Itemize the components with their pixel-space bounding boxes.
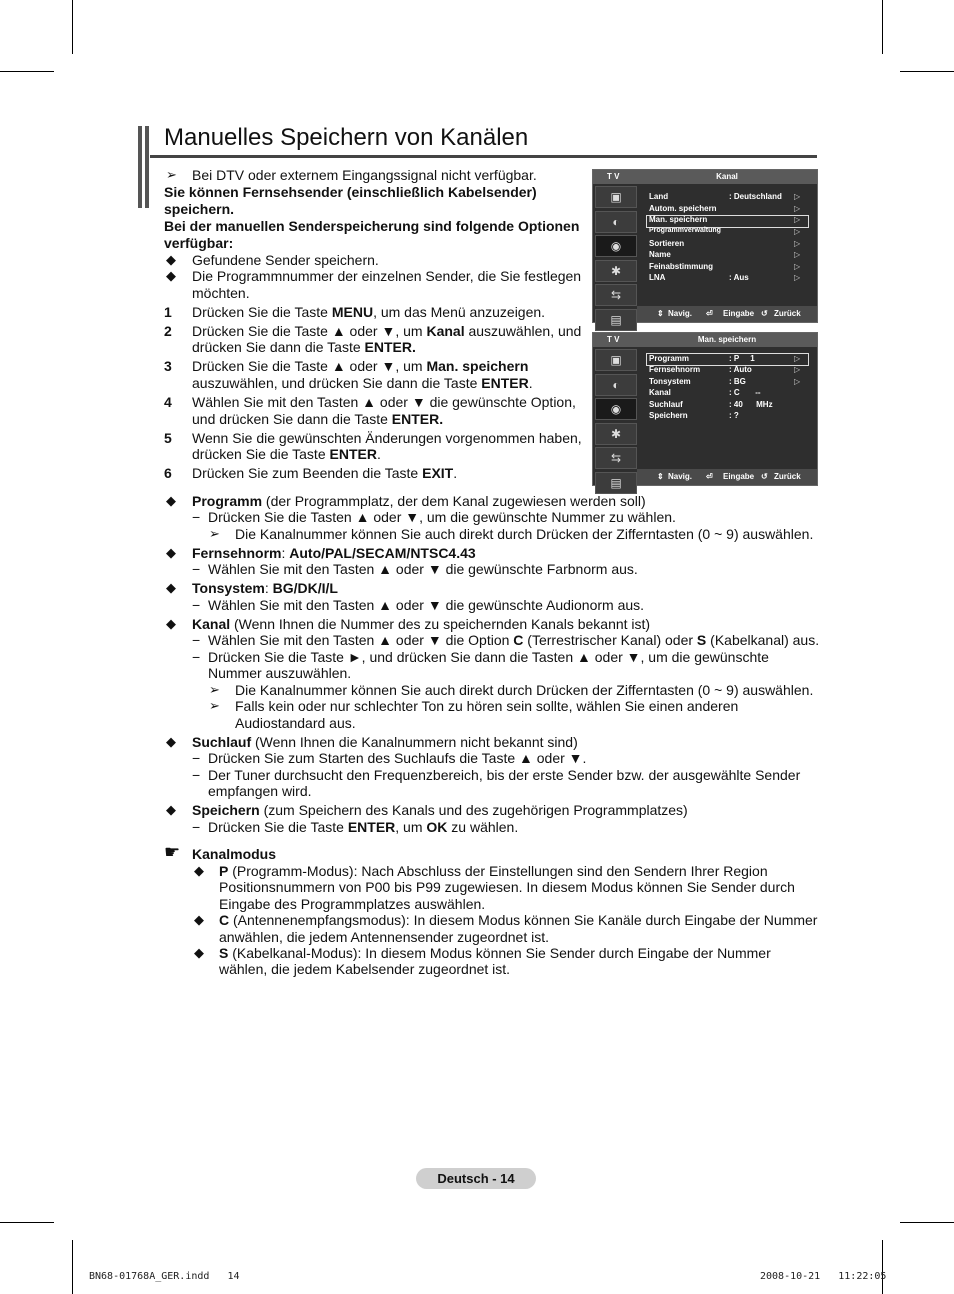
dash-marker: − xyxy=(192,750,201,766)
digital-icon: ▤ xyxy=(595,472,637,494)
tv-menu-item: Programm xyxy=(649,354,690,363)
step-text: Drücken Sie zum Beenden die Taste EXIT. xyxy=(192,465,458,481)
tv-menu-item: Tonsystem xyxy=(649,377,691,386)
right-triangle-icon: ▷ xyxy=(794,354,801,363)
tv-menu-man-speichern xyxy=(592,332,818,490)
tv-menu-value: : C -- xyxy=(729,388,761,397)
right-triangle-icon: ▷ xyxy=(794,227,801,236)
tv-menu-title: Kanal xyxy=(716,172,738,181)
dash-marker: − xyxy=(192,561,201,577)
step-text: Drücken Sie die Taste MENU, um das Menü anzuzeigen. xyxy=(192,304,546,320)
step-text: Drücken Sie die Taste ▲ oder ▼, um Man. speichern xyxy=(192,358,529,374)
bullet-diamond-icon: ◆ xyxy=(166,616,176,631)
option-desc: Wählen Sie mit den Tasten ▲ oder ▼ die Option C (Terrestrischer Kanal) oder S (Kabelkanal) aus. xyxy=(208,632,820,648)
return-icon: ↺ xyxy=(761,309,768,318)
option-suchlauf: Suchlauf (Wenn Ihnen die Kanalnummern nicht bekannt sind) xyxy=(192,734,578,750)
option-desc: Drücken Sie die Tasten ▲ oder ▼, um die gewünschte Nummer zu wählen. xyxy=(208,509,676,525)
title-accent-bar xyxy=(145,126,149,208)
option-fernsehnorm: Fernsehnorm: Auto/PAL/SECAM/NTSC4.43 xyxy=(192,545,476,561)
tv-menu-item: Fernsehnorm xyxy=(649,365,701,374)
right-triangle-icon: ▷ xyxy=(794,377,801,386)
tv-menu-sidebar xyxy=(595,186,637,334)
kanalmodus-p: P (Programm-Modus): Nach Abschluss der Einstellungen sind den Sendern Ihrer Region xyxy=(219,863,768,879)
tv-menu-item: Autom. speichern xyxy=(649,204,717,213)
step-number: 6 xyxy=(164,465,172,481)
intro-bullet-2: Die Programmnummer der einzelnen Sender, die Sie festlegen möchten. xyxy=(192,268,582,301)
kanalmodus-p: Positionsnummern von P00 bis P99 zugewiesen. In diesem Modus können Sie Sender durch xyxy=(219,879,795,895)
bullet-diamond-icon: ◆ xyxy=(194,912,204,927)
tv-label: T V xyxy=(607,335,620,344)
tv-menu-item: Suchlauf xyxy=(649,400,683,409)
kanalmodus-c: C (Antennenempfangsmodus): In diesem Modus können Sie Kanäle durch Eingabe der Nummer xyxy=(219,912,818,928)
tv-menu-item: Feinabstimmung xyxy=(649,262,714,271)
dash-marker: − xyxy=(192,632,201,648)
dash-marker: − xyxy=(192,819,201,835)
right-triangle-icon: ▷ xyxy=(794,365,801,374)
tv-menu-title: Man. speichern xyxy=(697,335,757,344)
step-number: 5 xyxy=(164,430,172,446)
option-desc: Der Tuner durchsucht den Frequenzbereich, bis der erste Sender bzw. der ausgewählte Sender xyxy=(208,767,801,783)
right-triangle-icon: ▷ xyxy=(794,250,801,259)
bullet-diamond-icon: ◆ xyxy=(166,493,176,508)
picture-icon: ▣ xyxy=(595,349,637,371)
kanalmodus-s: wählen, die jedem Kabelsender zugeordnet ist. xyxy=(219,961,511,977)
enter-icon: ⏎ xyxy=(706,309,713,318)
picture-icon: ▣ xyxy=(595,186,637,208)
channel-icon: ◉ xyxy=(595,235,637,257)
sound-icon: ◐ xyxy=(595,374,637,396)
setup-icon: ✱ xyxy=(595,423,637,445)
pointing-hand-icon: ☛ xyxy=(164,842,181,862)
input-icon: ⇆ xyxy=(595,284,637,306)
crop-mark xyxy=(72,0,73,54)
option-speichern: Speichern (zum Speichern des Kanals und des zugehörigen Programmplatzes) xyxy=(192,802,688,818)
sound-icon: ◐ xyxy=(595,211,637,233)
intro-bold-2: Bei der manuellen Senderspeicherung sind folgende Optionen verfügbar: xyxy=(164,218,580,251)
dash-marker: − xyxy=(192,649,201,665)
option-desc: Nummer auszuwählen. xyxy=(208,665,352,681)
step-text: Drücken Sie die Taste ▲ oder ▼, um Kanal auszuwählen, und xyxy=(192,323,582,339)
bullet-diamond-icon: ◆ xyxy=(194,945,204,960)
bullet-diamond-icon: ◆ xyxy=(166,268,176,283)
updown-icon: ⇕ xyxy=(657,309,664,318)
bullet-diamond-icon: ◆ xyxy=(166,252,176,267)
tv-menu-sidebar xyxy=(595,349,637,497)
bullet-diamond-icon: ◆ xyxy=(166,545,176,560)
option-programm: Programm (der Programmplatz, der dem Kanal zugewiesen werden soll) xyxy=(192,493,646,509)
right-triangle-icon: ▷ xyxy=(794,239,801,248)
tv-menu-item: LNA xyxy=(649,273,666,282)
title-rule xyxy=(150,155,817,158)
intro-bullet-1: Gefundene Sender speichern. xyxy=(192,252,379,268)
option-desc: Drücken Sie die Taste ENTER, um OK zu wählen. xyxy=(208,819,519,835)
tv-menu-value: : 40 MHz xyxy=(729,400,773,409)
tv-menu-item: Speichern xyxy=(649,411,688,420)
crop-mark xyxy=(882,1240,883,1294)
step-number: 3 xyxy=(164,358,172,374)
tv-menu-header xyxy=(593,333,817,347)
step-number: 4 xyxy=(164,394,172,410)
right-triangle-icon: ▷ xyxy=(794,262,801,271)
option-note: Falls kein oder nur schlechter Ton zu hören sein sollte, wählen Sie einen anderen xyxy=(235,698,739,714)
option-tonsystem: Tonsystem: BG/DK/I/L xyxy=(192,580,338,596)
right-triangle-icon: ▷ xyxy=(794,215,801,224)
tv-menu-item: Sortieren xyxy=(649,239,685,248)
bullet-diamond-icon: ◆ xyxy=(166,580,176,595)
tv-menu-header xyxy=(593,170,817,184)
footer-enter-label: Eingabe xyxy=(723,472,755,481)
tv-menu-value: : Auto xyxy=(729,365,752,374)
step-text: Wählen Sie mit den Tasten ▲ oder ▼ die gewünschte Option, xyxy=(192,394,576,410)
crop-mark xyxy=(0,1222,54,1223)
option-desc: Drücken Sie zum Starten des Suchlaufs die Taste ▲ oder ▼. xyxy=(208,750,587,766)
kanalmodus-s: S (Kabelkanal-Modus): In diesem Modus können Sie Sender durch Eingabe der Nummer xyxy=(219,945,771,961)
tv-label: T V xyxy=(607,172,620,181)
option-note: Audiostandard aus. xyxy=(235,715,356,731)
page-title: Manuelles Speichern von Kanälen xyxy=(164,124,529,151)
note-arrow-icon: ➢ xyxy=(209,698,220,713)
bullet-diamond-icon: ◆ xyxy=(194,863,204,878)
tv-menu-kanal xyxy=(592,169,818,327)
channel-icon: ◉ xyxy=(595,398,637,420)
crop-mark xyxy=(0,71,54,72)
return-icon: ↺ xyxy=(761,472,768,481)
crop-mark xyxy=(72,1240,73,1294)
note-arrow-icon: ➢ xyxy=(209,526,220,541)
crop-mark xyxy=(900,1222,954,1223)
step-text: Wenn Sie die gewünschten Änderungen vorgenommen haben, xyxy=(192,430,582,446)
tv-menu-item: Programmverwaltung xyxy=(649,227,721,234)
dash-marker: − xyxy=(192,509,201,525)
kanalmodus-title: Kanalmodus xyxy=(192,846,277,862)
tv-menu-value: : Aus xyxy=(729,273,749,282)
note-arrow-icon: ➢ xyxy=(166,167,177,182)
footer-nav-label: Navig. xyxy=(668,309,693,318)
option-desc: Wählen Sie mit den Tasten ▲ oder ▼ die gewünschte Farbnorm aus. xyxy=(208,561,638,577)
tv-menu-value: : ? xyxy=(729,411,739,420)
enter-icon: ⏎ xyxy=(706,472,713,481)
title-accent-bar xyxy=(138,126,142,208)
bullet-diamond-icon: ◆ xyxy=(166,802,176,817)
option-kanal: Kanal (Wenn Ihnen die Nummer des zu speichernden Kanals bekannt ist) xyxy=(192,616,651,632)
right-triangle-icon: ▷ xyxy=(794,204,801,213)
crop-mark xyxy=(900,71,954,72)
step-text: drücken Sie die Taste ENTER. xyxy=(192,446,381,462)
updown-icon: ⇕ xyxy=(657,472,664,481)
option-note: Die Kanalnummer können Sie auch direkt durch Drücken der Zifferntasten (0 ~ 9) auswählen. xyxy=(235,526,814,542)
tv-menu-value: : P 1 xyxy=(729,354,755,363)
tv-menu-item: Land xyxy=(649,192,669,201)
option-desc: Wählen Sie mit den Tasten ▲ oder ▼ die gewünschte Audionorm aus. xyxy=(208,597,645,613)
tv-menu-item: Name xyxy=(649,250,671,259)
tv-menu-item: Man. speichern xyxy=(649,215,708,224)
option-note: Die Kanalnummer können Sie auch direkt durch Drücken der Zifferntasten (0 ~ 9) auswählen. xyxy=(235,682,814,698)
footer-enter-label: Eingabe xyxy=(723,309,755,318)
tv-menu-value: : Deutschland xyxy=(729,192,782,201)
option-desc: Drücken Sie die Taste ►, und drücken Sie dann die Tasten ▲ oder ▼, um die gewünschte xyxy=(208,649,769,665)
option-desc: empfangen wird. xyxy=(208,783,312,799)
note-arrow-icon: ➢ xyxy=(209,682,220,697)
kanalmodus-c: anwählen, die jedem Antennensender zugeordnet ist. xyxy=(219,929,550,945)
intro-bold-1: Sie können Fernsehsender (einschließlich Kabelsender) speichern. xyxy=(164,184,537,217)
tv-menu-footer xyxy=(637,306,817,322)
right-triangle-icon: ▷ xyxy=(794,192,801,201)
footer-back-label: Zurück xyxy=(774,309,801,318)
tv-menu-value: : BG xyxy=(729,377,746,386)
page-number: Deutsch - 14 xyxy=(416,1168,536,1189)
kanalmodus-p: Eingabe des Programmplatzes auswählen. xyxy=(219,896,486,912)
footer-date: 2008-10-21 11:22:05 xyxy=(760,1271,887,1282)
input-icon: ⇆ xyxy=(595,447,637,469)
footer-file: BN68-01768A_GER.indd 14 xyxy=(89,1271,240,1282)
step-number: 2 xyxy=(164,323,172,339)
step-text: drücken Sie dann die Taste ENTER. xyxy=(192,339,416,355)
setup-icon: ✱ xyxy=(595,260,637,282)
bullet-diamond-icon: ◆ xyxy=(166,734,176,749)
digital-icon: ▤ xyxy=(595,309,637,331)
footer-nav-label: Navig. xyxy=(668,472,693,481)
crop-mark xyxy=(882,0,883,54)
tv-menu-item: Kanal xyxy=(649,388,671,397)
dash-marker: − xyxy=(192,767,201,783)
step-number: 1 xyxy=(164,304,172,320)
step-text: auszuwählen, und drücken Sie dann die Taste ENTER. xyxy=(192,375,533,391)
footer-back-label: Zurück xyxy=(774,472,801,481)
intro-note: Bei DTV oder externem Eingangssignal nicht verfügbar. xyxy=(192,167,537,183)
dash-marker: − xyxy=(192,597,201,613)
step-text: und drücken Sie dann die Taste ENTER. xyxy=(192,411,444,427)
tv-menu-footer xyxy=(637,469,817,485)
right-triangle-icon: ▷ xyxy=(794,273,801,282)
